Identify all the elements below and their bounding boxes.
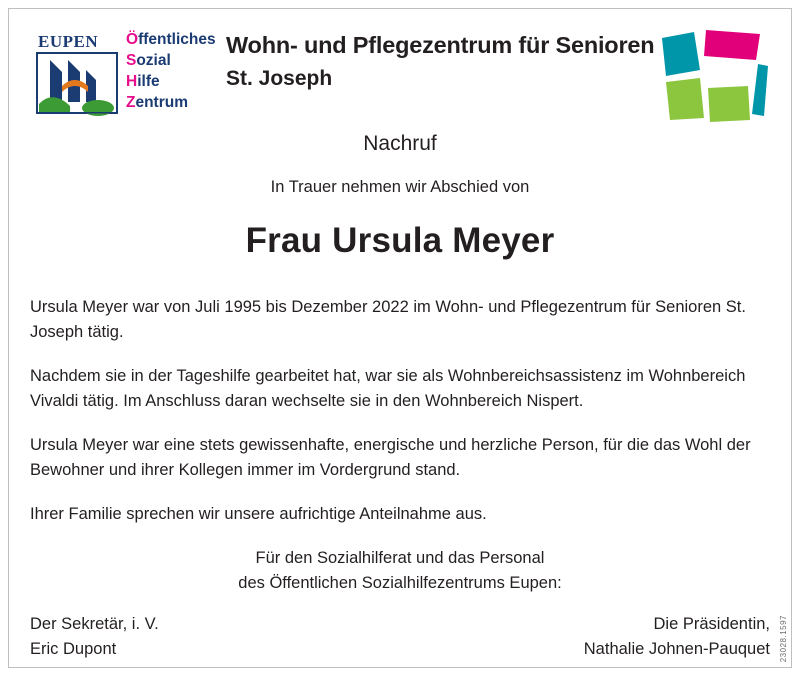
logo-line-3: Zentrum <box>126 94 189 111</box>
paragraph-1: Ursula Meyer war von Juli 1995 bis Dezember 2022 im Wohn- und Pflegezentrum für Senioren St. Joseph tätig. <box>30 298 746 341</box>
colored-squares-logo-icon <box>660 30 770 122</box>
institution-title-sub: St. Joseph <box>226 67 333 90</box>
logo-wordlines <box>126 29 216 113</box>
logo-line-0: Öffentliches <box>126 31 216 48</box>
closing-block <box>30 546 770 596</box>
signature-left <box>30 612 159 662</box>
reference-code: 23028.1597 <box>779 614 788 662</box>
page-title: Nachruf <box>363 132 437 155</box>
ozs-eupen-logo <box>30 28 220 128</box>
logo-line-2: Hilfe <box>126 73 160 90</box>
document-header <box>30 20 770 130</box>
signature-left-role: Der Sekretär, i. V. <box>30 615 159 633</box>
logo-line-1: Sozial <box>126 52 171 69</box>
body-paragraphs <box>30 295 770 527</box>
logo-wordmark: EUPEN <box>38 32 99 51</box>
intro-text: In Trauer nehmen wir Abschied von <box>270 178 530 196</box>
paragraph-4: Ihrer Familie sprechen wir unsere aufrichtige Anteilnahme aus. <box>30 505 487 523</box>
signature-right-role: Die Präsidentin, <box>653 615 770 633</box>
signature-left-name: Eric Dupont <box>30 640 117 658</box>
logo-mark-icon <box>36 52 118 124</box>
signature-right-name: Nathalie Johnen-Pauquet <box>583 640 770 658</box>
page-content <box>30 20 770 662</box>
signature-block <box>30 612 770 662</box>
paragraph-3: Ursula Meyer war eine stets gewissenhafte, energische und herzliche Person, für die das Wohl der Bewohner und ihrer Kollegen immer im Vordergrund stand. <box>30 436 751 479</box>
paragraph-2: Nachdem sie in der Tageshilfe gearbeitet hat, war sie als Wohnbereichsassistenz im Wohnbereich Vivaldi tätig. Im Anschluss daran wechselte sie in den Wohnbereich Nispert. <box>30 367 746 410</box>
institution-title <box>226 32 666 91</box>
closing-line-1: Für den Sozialhilferat und das Personal <box>255 549 545 567</box>
deceased-name: Frau Ursula Meyer <box>245 221 555 260</box>
signature-right <box>584 612 770 662</box>
institution-title-main: Wohn- und Pflegezentrum für Senioren <box>226 32 655 58</box>
closing-line-2: des Öffentlichen Sozialhilfezentrums Eupen: <box>238 574 562 592</box>
